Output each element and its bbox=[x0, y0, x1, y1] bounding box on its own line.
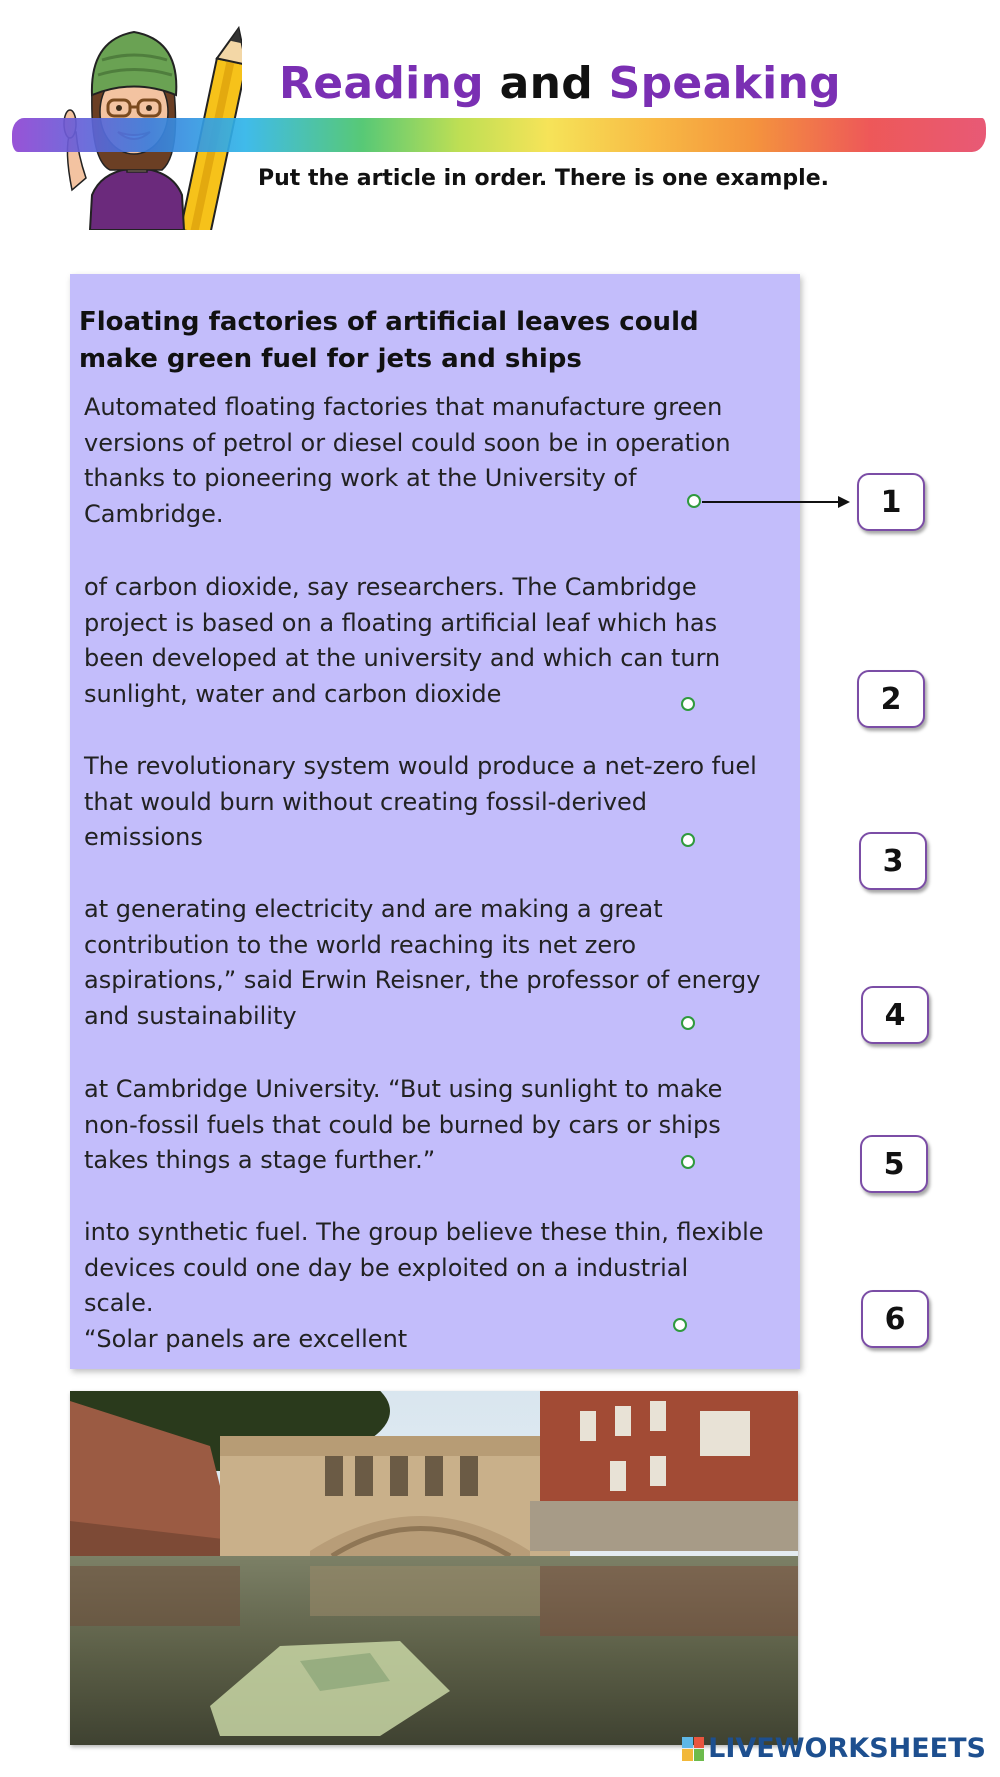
paragraph-6: into synthetic fuel. The group believe these thin, flexible devices could one day be exploited on a industrial scale. “Solar panels are excellent bbox=[84, 1218, 764, 1353]
rainbow-brush-stroke bbox=[12, 118, 986, 152]
river-bridge-photo bbox=[70, 1391, 798, 1745]
title-word-speaking: Speaking bbox=[608, 58, 841, 109]
instructions-text: Put the article in order. There is one example. bbox=[258, 166, 829, 191]
paragraph-2: of carbon dioxide, say researchers. The Cambridge project is based on a floating artificial leaf which has been developed at the university and which can turn sunlight, water and carbon dioxide bbox=[84, 573, 721, 708]
answer-box-3[interactable]: 3 bbox=[859, 832, 927, 890]
page-title bbox=[0, 58, 1000, 109]
liveworksheets-mark-icon bbox=[682, 1737, 704, 1761]
example-arrow bbox=[702, 492, 852, 512]
answer-box-5[interactable]: 5 bbox=[860, 1135, 928, 1193]
answer-box-6[interactable]: 6 bbox=[861, 1290, 929, 1348]
answer-box-4[interactable]: 4 bbox=[861, 986, 929, 1044]
match-dot-paragraph-6[interactable] bbox=[673, 1318, 687, 1332]
match-dot-paragraph-2[interactable] bbox=[681, 697, 695, 711]
match-dot-paragraph-1[interactable] bbox=[687, 494, 701, 508]
paragraph-5: at Cambridge University. “But using sunlight to make non-fossil fuels that could be burned by cars or ships takes things a stage further.” bbox=[84, 1075, 723, 1174]
paragraph-3: The revolutionary system would produce a net-zero fuel that would burn without creating fossil-derived emissions bbox=[84, 752, 757, 851]
answer-box-2[interactable]: 2 bbox=[857, 670, 925, 728]
answer-box-1[interactable]: 1 bbox=[857, 473, 925, 531]
paragraph-1: Automated floating factories that manufacture green versions of petrol or diesel could soon be in operation thanks to pioneering work at the University of Cambridge. bbox=[84, 393, 731, 528]
match-dot-paragraph-3[interactable] bbox=[681, 833, 695, 847]
title-word-and: and bbox=[499, 58, 594, 109]
article-title: Floating factories of artificial leaves could make green fuel for jets and ships bbox=[79, 307, 699, 374]
brand-name: LIVEWORKSHEETS bbox=[708, 1733, 986, 1764]
title-word-reading: Reading bbox=[279, 58, 484, 109]
paragraph-4: at generating electricity and are making a great contribution to the world reaching its net zero aspirations,” said Erwin Reisner, the professor of energy and sustainability bbox=[84, 895, 761, 1030]
match-dot-paragraph-5[interactable] bbox=[681, 1155, 695, 1169]
match-dot-paragraph-4[interactable] bbox=[681, 1016, 695, 1030]
liveworksheets-logo bbox=[682, 1733, 986, 1764]
